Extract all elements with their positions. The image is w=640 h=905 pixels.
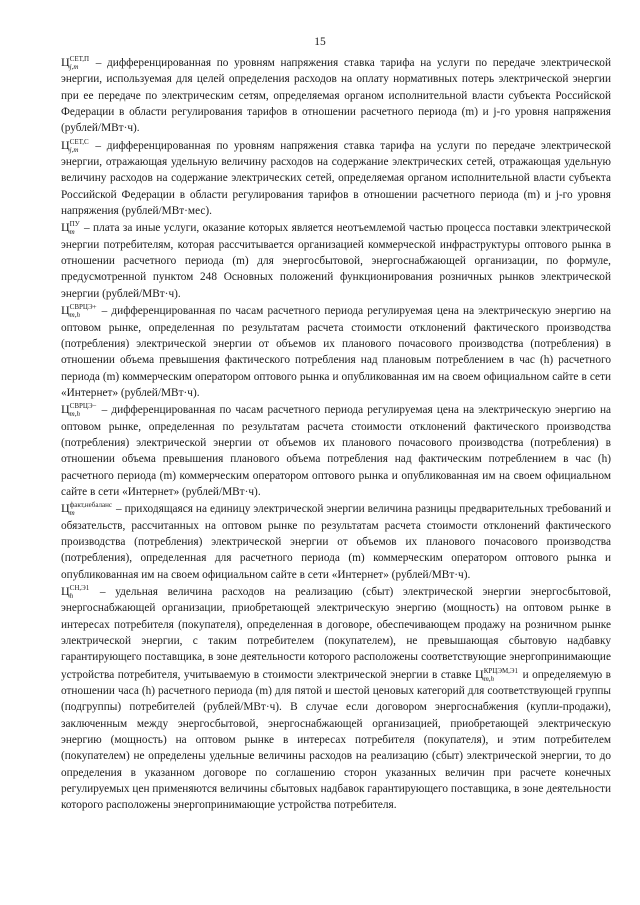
page-number: 15 [314,36,326,48]
paragraph-price-plus [61,302,611,401]
paragraph-tariff-losses [61,54,611,137]
paragraph-text: – приходящаяся на единицу электрической энергии величина разницы предварительных требований и обязательств, рассчитанных на оптовом рынке по результатам расчета стоимости отклонений фактического производства (потребления) электрической энергии от объемов их планового почасового производства (потребления), определенная для расчетного периода (m) коммерческим оператором оптового рынка и опубликованная им на своем официальном сайте в сети «Интернет» (рублей/МВт·ч). [61,503,611,581]
formula-symbol: Ц СВРЦЭ− m,h [61,402,97,419]
formula-symbol: Ц ПУ m [61,220,80,237]
formula-symbol: Ц факт,небаланс m [61,501,112,518]
paragraph-price-minus [61,401,611,500]
paragraph-sales-costs [61,583,611,814]
formula-symbol: Ц СВРЦЭ+ m,h [61,303,97,320]
paragraph-text: – дифференцированная по уровням напряжения ставка тарифа на услуги по передаче электрической энергии, отражающая удельную величину расходов на содержание электрических сетей, отражающая удельную величину расходов на содержание электрических сетей, определяемая органом исполнительной власти субъекта Российской Федерации в области регулирования тарифов в отношении расчетного периода (m) и j-го уровня напряжения (рублей/МВт·мес). [61,139,611,218]
paragraph-text: – удельная величина расходов на реализацию (сбыт) электрической энергии энергосбытовой, энергоснабжающей организации, приобретающей электрическую энергию (мощность) на оптовом рынке в интересах потребителя (покупателя), определенная в договоре, обеспечивающем продажу на розничном рынке электрической энергии, с таким потребителем (покупателем), не превышающая сбытовую надбавку гарантирующего поставщика, в зоне деятельности которого расположены соответствующие энергопринимающие устройства потребителя, учитываемую в стоимости электрической энергии в ставке [61,586,611,681]
paragraph-text: – дифференцированная по часам расчетного периода регулируемая цена на электрическую энергию на оптовом рынке, определенная по результатам расчета стоимости отклонений фактического производства (потребления) электрической энергии от объемов их планового почасового производства (потребления) в отношении объема превышения фактического потребления над плановым потреблением в час (h) расчетного периода (m) коммерческим оператором оптового рынка и опубликованная им на своем официальном сайте в сети «Интернет» (рублей/МВт·ч). [61,305,612,399]
inline-formula-symbol: Ц КРЦЭМ,Э1 m,h [475,666,519,683]
formula-symbol: Ц СЕТ,П j,m [61,55,89,71]
paragraph-text-continued: и определяемую в отношении часа (h) расчетного периода (m) для пятой и шестой ценовых категорий для соответствующей группы (подгруппы) потребителей (рублей/МВт·ч). В случае если договором энергоснабжения (купли-продажи), заключенным между энергосбытовой, энергоснабжающей организацией, приобретающей электрическую энергию (мощность) на оптовом рынке в интересах потребителя (покупателя), и этим потребителем (покупателем) не определены удельные величины расходов на реализацию (сбыт) электрической энергии, то до определения в указанном договоре по соглашению сторон указанных величин при расчете конечных регулируемых цен применяются величины сбытовых надбавок гарантирующего поставщика, в зоне деятельности которого расположены энергопринимающие устройства потребителя. [61,668,612,812]
formula-symbol: Ц СН,Э1 h [61,584,90,600]
paragraph-text: – плата за иные услуги, оказание которых является неотъемлемой частью процесса поставки электрической энергии потребителям, которая рассчитывается организацией коммерческой инфраструктуры оптового рынка в отношении расчетного периода (m) для энергосбытовой, энергоснабжающей организации, по формуле, предусмотренной пунктом 248 Основных положений функционирования розничных рынков электрической энергии (рублей/МВт·ч). [61,222,611,300]
formula-symbol: Ц СЕТ,С j,m [61,137,89,154]
paragraph-other-services [61,219,611,302]
paragraph-text: – дифференцированная по часам расчетного периода регулируемая цена на электрическую энергию на оптовом рынке, определенная по результатам расчета стоимости отклонений фактического производства (потребления) электрической энергии от объемов их планового почасового производства (потребления) в отношении объема превышения планового объема потребления над фактическим потреблением в час (h) расчетного периода (m) коммерческим оператором оптового рынка и опубликованная им на своем официальном сайте в сети «Интернет» (рублей/МВт·ч). [61,404,612,498]
document-body [61,54,611,814]
paragraph-imbalance [61,500,611,583]
paragraph-tariff-maintenance [61,137,611,220]
paragraph-text: – дифференцированная по уровням напряжения ставка тарифа на услуги по передаче электрической энергии, используемая для целей определения расходов на оплату нормативных потерь электрической энергии при ее передаче по электрическим сетям, определяемая органом исполнительной власти субъекта Российской Федерации в области регулирования тарифов в отношении расчетного периода (m) и j-го уровня напряжения (рублей/МВт·ч). [61,57,611,135]
